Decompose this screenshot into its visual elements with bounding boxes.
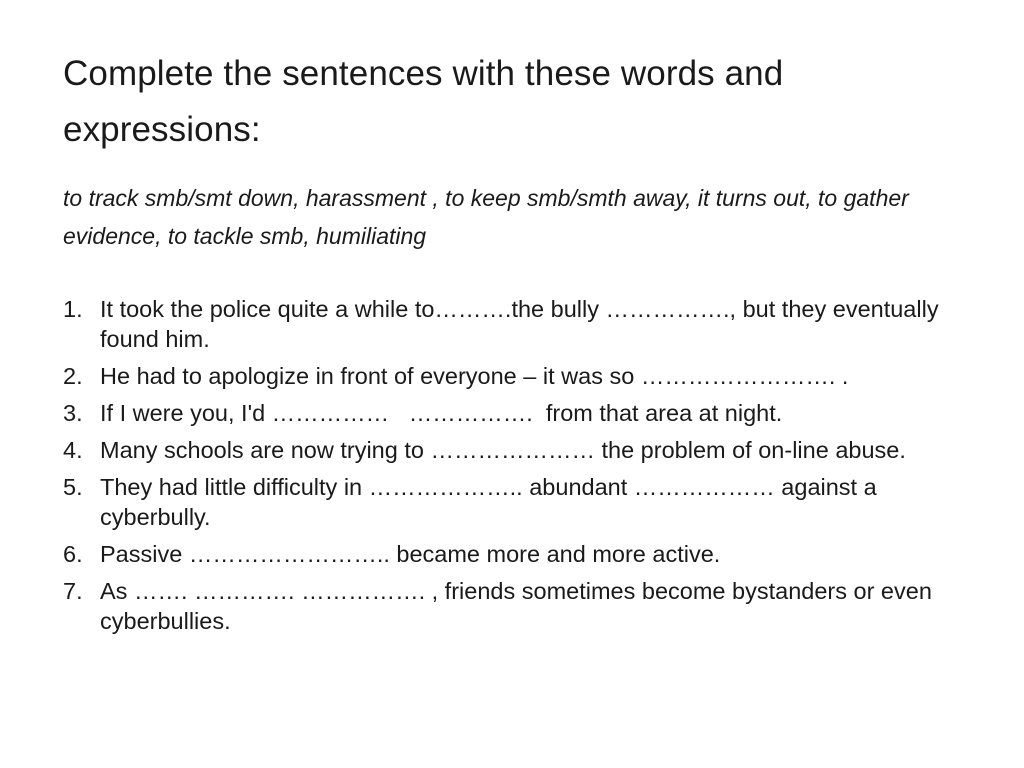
- item-number: 3.: [63, 400, 83, 426]
- exercise-item: [63, 294, 973, 354]
- exercise-item: [63, 539, 973, 569]
- item-number: 7.: [63, 578, 83, 604]
- exercise-item: [63, 398, 973, 428]
- exercise-list: [63, 294, 973, 643]
- item-text: It took the police quite a while to……….the bully ……………., but they eventually found him.: [100, 296, 939, 352]
- item-text: If I were you, I'd …………… ……………. from that area at night.: [100, 400, 783, 426]
- exercise-item: [63, 576, 973, 636]
- item-number: 2.: [63, 363, 83, 389]
- item-text: He had to apologize in front of everyone – it was so ……………………. .: [100, 363, 849, 389]
- item-number: 1.: [63, 296, 83, 322]
- item-text: Many schools are now trying to ………………… the problem of on-line abuse.: [100, 437, 906, 463]
- item-text: Passive …………………….. became more and more active.: [100, 541, 721, 567]
- exercise-item: [63, 361, 973, 391]
- word-bank: to track smb/smt down, harassment , to keep smb/smth away, it turns out, to gather evidence, to tackle smb, humiliating: [63, 185, 909, 249]
- exercise-item: [63, 472, 973, 532]
- item-number: 5.: [63, 474, 83, 500]
- item-text: They had little difficulty in ……………….. abundant ……………… against a cyberbully.: [100, 474, 877, 530]
- item-text: As ……. …………. ……………. , friends sometimes become bystanders or even cyberbullies.: [100, 578, 932, 634]
- item-number: 4.: [63, 437, 83, 463]
- item-number: 6.: [63, 541, 83, 567]
- exercise-item: [63, 435, 973, 465]
- slide-title: Complete the sentences with these words and expressions:: [63, 54, 784, 149]
